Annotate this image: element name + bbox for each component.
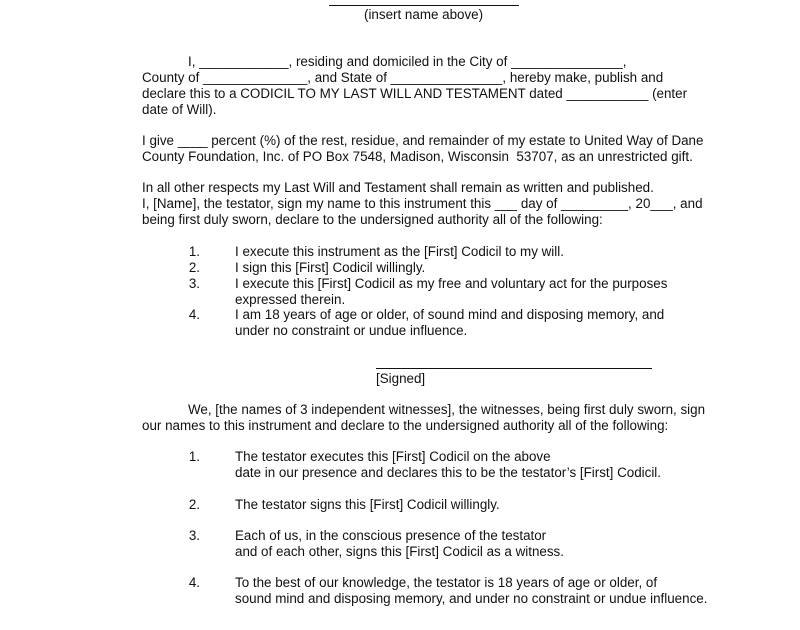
witness-item-1-text-1: The testator executes this [First] Codicil on the above <box>235 449 551 464</box>
declaration-line-2: County of ______________, and State of _______________, hereby make, publish and <box>142 70 664 85</box>
testator-item-4-text-1: I am 18 years of age or older, of sound mind and disposing memory, and <box>235 307 665 322</box>
testator-item-3-text-2: expressed therein. <box>235 292 346 307</box>
witness-item-2-text-1: The testator signs this [First] Codicil willingly. <box>235 497 500 512</box>
gift-line-1: I give ____ percent (%) of the rest, residue, and remainder of my estate to United Way of Dane <box>142 133 704 148</box>
testator-item-4-number: 4. <box>188 307 200 322</box>
testator-item-3-text-1: I execute this [First] Codicil as my free and voluntary act for the purposes <box>235 276 668 291</box>
testator-item-2-text: I sign this [First] Codicil willingly. <box>235 260 426 275</box>
insert-name-caption: (insert name above) <box>364 7 484 22</box>
signed-label: [Signed] <box>376 371 426 386</box>
declaration-line-1: I, ____________, residing and domiciled in the City of _______________, <box>188 54 627 69</box>
testator-item-1-number: 1. <box>188 244 200 259</box>
witness-item-3-number: 3. <box>188 528 200 543</box>
witness-item-4-text-2: sound mind and disposing memory, and under no constraint or undue influence. <box>235 591 708 606</box>
testator-item-2-number: 2. <box>188 260 200 275</box>
witness-item-3-text-2: and of each other, signs this [First] Codicil as a witness. <box>235 544 564 559</box>
respects-line-1: In all other respects my Last Will and Testament shall remain as written and published. <box>142 180 654 195</box>
testator-signature-line <box>376 368 652 369</box>
declaration-line-4: date of Will). <box>142 102 217 117</box>
respects-line-3: being first duly sworn, declare to the undersigned authority all of the following: <box>142 212 603 227</box>
witnesses-intro-line-2: our names to this instrument and declare to the undersigned authority all of the following: <box>142 418 669 433</box>
witness-item-1-text-2: date in our presence and declares this to be the testator’s [First] Codicil. <box>235 465 661 480</box>
witness-item-1-number: 1. <box>188 449 200 464</box>
testator-item-1-text: I execute this instrument as the [First] Codicil to my will. <box>235 244 564 259</box>
witness-item-4-text-1: To the best of our knowledge, the testator is 18 years of age or older, of <box>235 575 658 590</box>
testator-item-4-text-2: under no constraint or undue influence. <box>235 323 468 338</box>
gift-line-2: County Foundation, Inc. of PO Box 7548, Madison, Wisconsin 53707, as an unrestricted gift. <box>142 149 693 164</box>
witness-item-2-number: 2. <box>188 497 200 512</box>
witness-item-4-number: 4. <box>188 575 200 590</box>
witness-item-3-text-1: Each of us, in the conscious presence of the testator <box>235 528 547 543</box>
name-signature-line <box>329 5 519 6</box>
witnesses-intro-line-1: We, [the names of 3 independent witnesses], the witnesses, being first duly sworn, sign <box>188 402 706 417</box>
testator-item-3-number: 3. <box>188 276 200 291</box>
respects-line-2: I, [Name], the testator, sign my name to this instrument this ___ day of _________, 20___, and <box>142 196 703 211</box>
declaration-line-3: declare this to a CODICIL TO MY LAST WILL AND TESTAMENT dated ___________ (enter <box>142 86 688 101</box>
